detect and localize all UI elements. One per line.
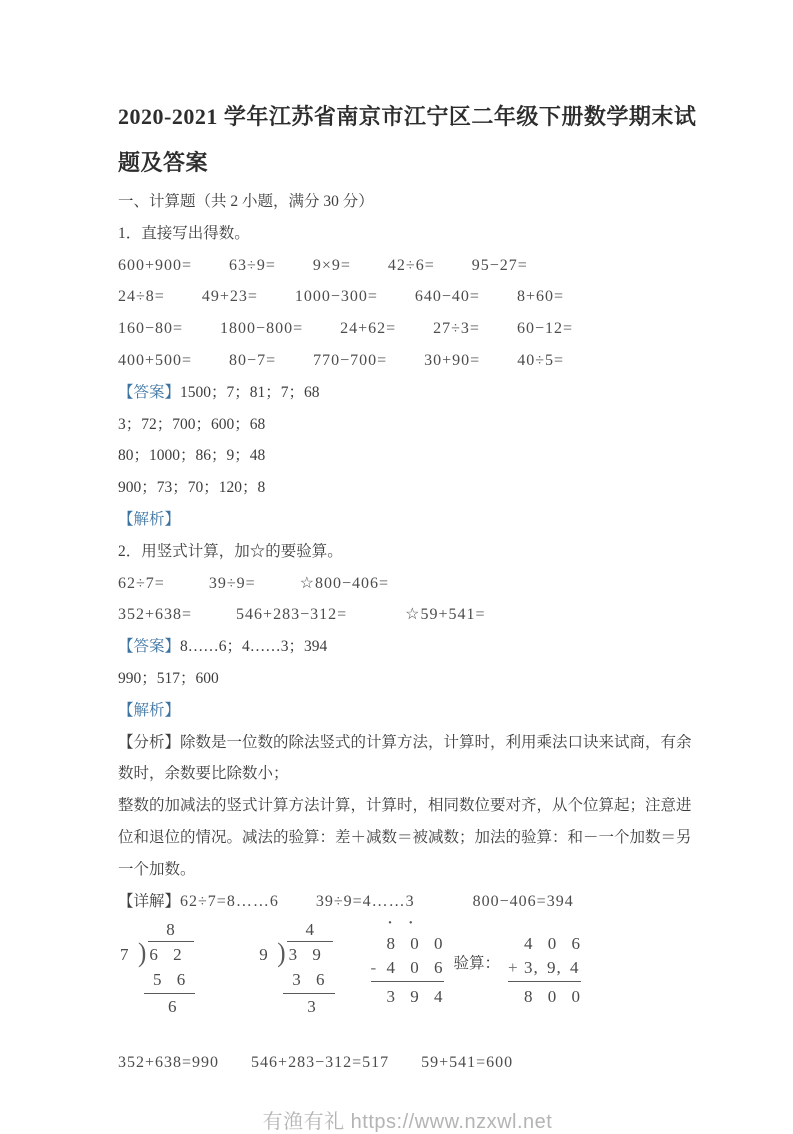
borrow-dots: · · [387,915,416,932]
addition-addend-bottom: 3, 9, 4 [524,958,580,978]
math-expression: 400+500= [118,351,193,369]
math-expression: 62÷7= [118,574,165,592]
division-bracket-icon: ) [138,938,147,969]
math-expression: 62÷7=8……6 [180,892,279,910]
math-expression: 352+638=990 [118,1054,220,1072]
math-expression: 1000−300= [294,288,378,306]
q1-answer-line-2: 3；72；700；600；68 [118,415,266,433]
q2-answer-line-2: 990；517；600 [118,669,219,687]
math-expression: 770−700= [313,351,388,369]
math-expression: 42÷6= [387,256,435,274]
answer-label: 【答案】 [118,383,181,401]
math-expression: 8+60= [516,288,564,306]
page-title [118,94,697,186]
q1-analysis-label: 【解析】 [118,510,181,528]
section-heading: 一、计算题（共 2 小题，满分 30 分） [118,193,374,210]
math-expression: 39÷9=4……3 [315,892,415,910]
site-watermark: 有渔有礼 https://www.nzxwl.net [262,1111,553,1134]
addition-addend-top: 4 0 6 [524,934,582,954]
q2-prompt: 2．用竖式计算，加☆的要验算。 [118,542,343,560]
q1-expressions-row-1 [118,250,697,282]
math-expression: 49+23= [201,288,258,306]
math-expression: 546+283−312=517 [251,1054,390,1072]
title-line-2: 题及答案 [118,150,209,175]
long-division-39-by-9 [259,919,334,1019]
math-expression: 27÷3= [433,320,480,338]
q1-expressions-row-2 [118,281,697,313]
math-expression: 59+541=600 [421,1054,514,1072]
math-expression: ☆800−406= [299,574,390,592]
q1-expressions-row-3 [118,313,697,345]
division-bracket-icon: ) [277,938,286,969]
q2-analysis-paragraph-2: 整数的加减法的竖式计算方法计算，计算时，相同数位要对齐，从个位算起；注意进位和退位的情况。减法的验算：差＋减数＝被减数；加法的验算：和－一个加数＝另一个加数。 [118,797,692,878]
spacer [508,919,581,931]
division-quotient: 8 [148,919,194,942]
q2-detail-line [118,886,697,918]
division-remainder: 3 [307,997,317,1017]
math-expression: 40÷5= [517,351,564,369]
long-division-62-by-7 [120,919,195,1019]
division-product: 5 6 [144,968,195,994]
minus-operator: - [370,958,377,978]
math-expression: 63÷9= [229,256,276,274]
math-expression: 640−40= [414,288,480,306]
addition-result: 8 0 0 [524,987,582,1007]
math-expression: 30+90= [424,351,481,369]
math-expression: 9×9= [312,256,351,274]
q2-analysis-paragraph-1 [118,727,698,791]
vertical-subtraction-800-minus-406 [370,915,444,1009]
answer-label: 【答案】 [118,638,181,656]
math-expression: ☆59+541= [405,606,486,624]
breakdown-label: 【分析】 [118,733,181,751]
q2-answer-line-1 [118,631,697,663]
q2-final-results-line [118,1047,697,1079]
math-expression: 600+900= [118,256,193,274]
division-quotient: 4 [287,919,333,942]
math-expression: 546+283−312= [236,606,348,624]
math-expression: 800−406=394 [472,892,574,910]
q1-answer-line-1 [118,377,697,409]
math-expression: 160−80= [118,320,184,338]
division-dividend: 6 2 [149,945,183,965]
division-dividend: 3 9 [288,945,322,965]
q2-answer-values-1: 8……6；4……3；394 [180,638,328,656]
subtraction-subtrahend: 4 0 6 [386,958,444,978]
math-expression: 80−7= [229,351,277,369]
math-expression: 352+638= [118,606,193,624]
analysis-text-1: 除数是一位数的除法竖式的计算方法，计算时，利用乘法口诀来试商，有余数时，余数要比除数小； [118,733,692,783]
division-remainder: 6 [168,997,178,1017]
math-expression: 39÷9= [208,574,256,592]
division-divisor: 7 [120,945,130,965]
math-expression: 24÷8= [118,288,165,306]
vertical-calculations [118,915,697,1047]
title-line-1: 2020-2021 学年江苏省南京市江宁区二年级下册数学期末试 [118,104,697,129]
q2-expressions-row-1 [118,568,697,600]
q1-answer-line-3: 80；1000；86；9；48 [118,447,266,465]
plus-operator: + [508,958,518,978]
q1-prompt: 1．直接写出得数。 [118,224,250,242]
subtraction-minuend: 8 0 0 [386,934,444,954]
division-divisor: 9 [259,945,269,965]
math-expression: 60−12= [516,320,573,338]
q2-expressions-row-2 [118,599,697,631]
division-product: 3 6 [283,968,334,994]
math-expression: 24+62= [340,320,397,338]
check-label: 验算： [453,955,501,973]
q1-answer-values-1: 1500；7；81；7；68 [180,383,320,401]
q2-analysis-label: 【解析】 [118,701,181,719]
q1-expressions-row-4 [118,345,697,377]
math-expression: 95−27= [471,256,528,274]
math-expression: 1800−800= [220,320,304,338]
q1-answer-line-4: 900；73；70；120；8 [118,479,266,497]
subtraction-result: 3 9 4 [386,987,444,1007]
vertical-addition-406-plus-394 [508,919,581,1009]
detail-label: 【详解】 [118,892,181,910]
